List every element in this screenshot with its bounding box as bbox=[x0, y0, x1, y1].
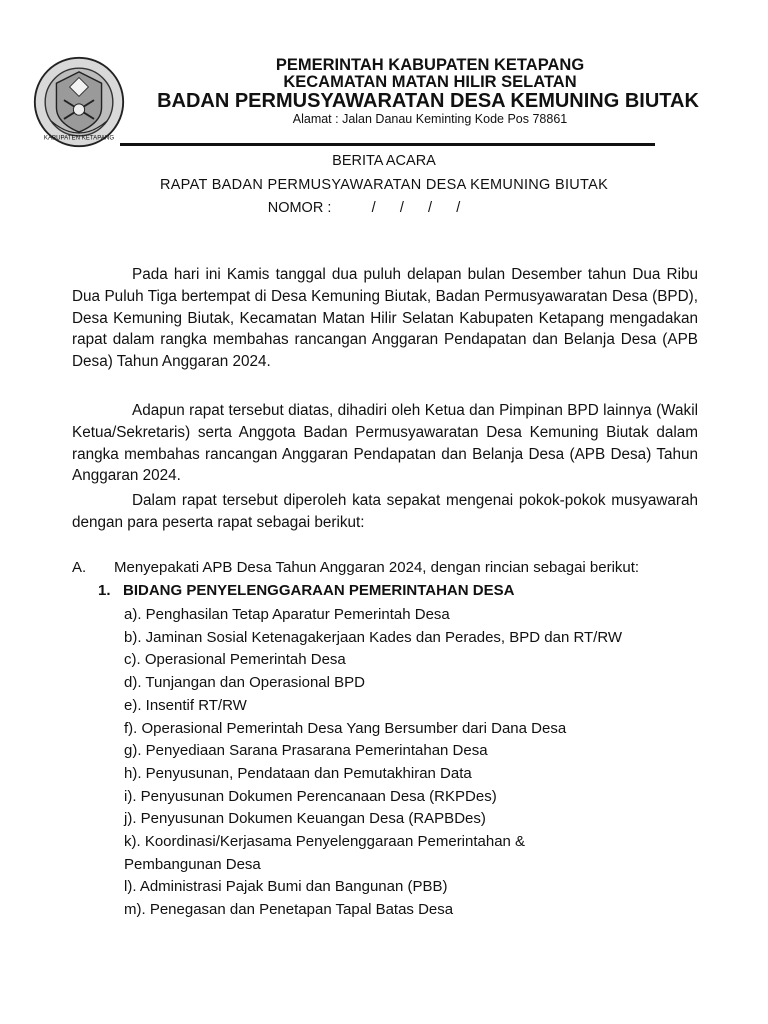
paragraph-opening: Pada hari ini Kamis tanggal dua puluh delapan bulan Desember tahun Dua Ribu Dua Puluh Tiga bertempat di Desa Kemuning Biutak, Badan Permusyawaratan Desa (BPD), Desa Kemuning Biutak, Kecamatan Matan Hilir Selatan Kabupaten Ketapang mengadakan rapat dalam rangka membahas rancangan Anggaran Pendapatan dan Belanja Desa (APB Desa) Tahun Anggaran 2024. bbox=[72, 266, 698, 371]
header-address: Alamat : Jalan Danau Keminting Kode Pos 78861 bbox=[292, 112, 568, 126]
list-item: b). Jaminan Sosial Ketenagakerjaan Kades dan Perades, BPD dan RT/RW bbox=[124, 628, 623, 646]
bidang-1-items bbox=[124, 604, 684, 922]
doc-number: NOMOR : / / / / bbox=[267, 200, 461, 216]
list-item: m). Penegasan dan Penetapan Tapal Batas Desa bbox=[124, 901, 454, 919]
list-item: f). Operasional Pemerintah Desa Yang Bersumber dari Dana Desa bbox=[124, 719, 567, 737]
list-item: k). Koordinasi/Kerjasama Penyelenggaraan Pemerintahan & bbox=[124, 833, 526, 851]
bidang-1-heading bbox=[98, 582, 514, 599]
paragraph-agreement: Dalam rapat tersebut diperoleh kata sepakat mengenai pokok-pokok musyawarah dengan para peserta rapat sebagai berikut: bbox=[72, 492, 698, 531]
list-item: e). Insentif RT/RW bbox=[124, 696, 247, 714]
list-item-continuation: Pembangunan Desa bbox=[124, 855, 261, 873]
list-item: l). Administrasi Pajak Bumi dan Bangunan (PBB) bbox=[124, 878, 448, 896]
bidang-1-number: 1. bbox=[98, 582, 111, 599]
list-item: d). Tunjangan dan Operasional BPD bbox=[124, 674, 365, 692]
section-a bbox=[72, 559, 639, 576]
section-a-text: Menyepakati APB Desa Tahun Anggaran 2024, dengan rincian sebagai berikut: bbox=[114, 559, 640, 576]
section-a-letter: A. bbox=[72, 559, 87, 576]
bidang-1-title: BIDANG PENYELENGGARAAN PEMERINTAHAN DESA bbox=[123, 582, 515, 599]
paragraph-attendance: Adapun rapat tersebut diatas, dihadiri oleh Ketua dan Pimpinan BPD lainnya (Wakil Ketua/Sekretaris) serta Anggota Badan Permusyawaratan Desa Kemuning Biutak dalam rangka membahas rancangan Anggaran Pendapatan dan Belanja Desa (APB Desa) Tahun Anggaran 2024. bbox=[72, 402, 698, 485]
header-divider bbox=[120, 143, 655, 146]
header-government: PEMERINTAH KABUPATEN KETAPANG bbox=[275, 56, 585, 74]
list-item: h). Penyusunan, Pendataan dan Pemutakhiran Data bbox=[124, 764, 472, 782]
header-bpd: BADAN PERMUSYAWARATAN DESA KEMUNING BIUTAK bbox=[157, 90, 699, 112]
list-item: c). Operasional Pemerintah Desa bbox=[124, 651, 346, 669]
header-district: KECAMATAN MATAN HILIR SELATAN bbox=[283, 73, 577, 91]
doc-subject: RAPAT BADAN PERMUSYAWARATAN DESA KEMUNING BIUTAK bbox=[159, 177, 609, 193]
list-item: a). Penghasilan Tetap Aparatur Pemerintah Desa bbox=[124, 606, 450, 623]
svg-text:KABUPATEN KETAPANG: KABUPATEN KETAPANG bbox=[43, 134, 115, 142]
doc-type: BERITA ACARA bbox=[332, 153, 436, 169]
list-item: i). Penyusunan Dokumen Perencanaan Desa (RKPDes) bbox=[124, 787, 497, 805]
list-item: j). Penyusunan Dokumen Keuangan Desa (RAPBDes) bbox=[124, 810, 486, 828]
kabupaten-ketapang-emblem bbox=[32, 55, 126, 149]
list-item: g). Penyediaan Sarana Prasarana Pemerintahan Desa bbox=[124, 742, 488, 760]
